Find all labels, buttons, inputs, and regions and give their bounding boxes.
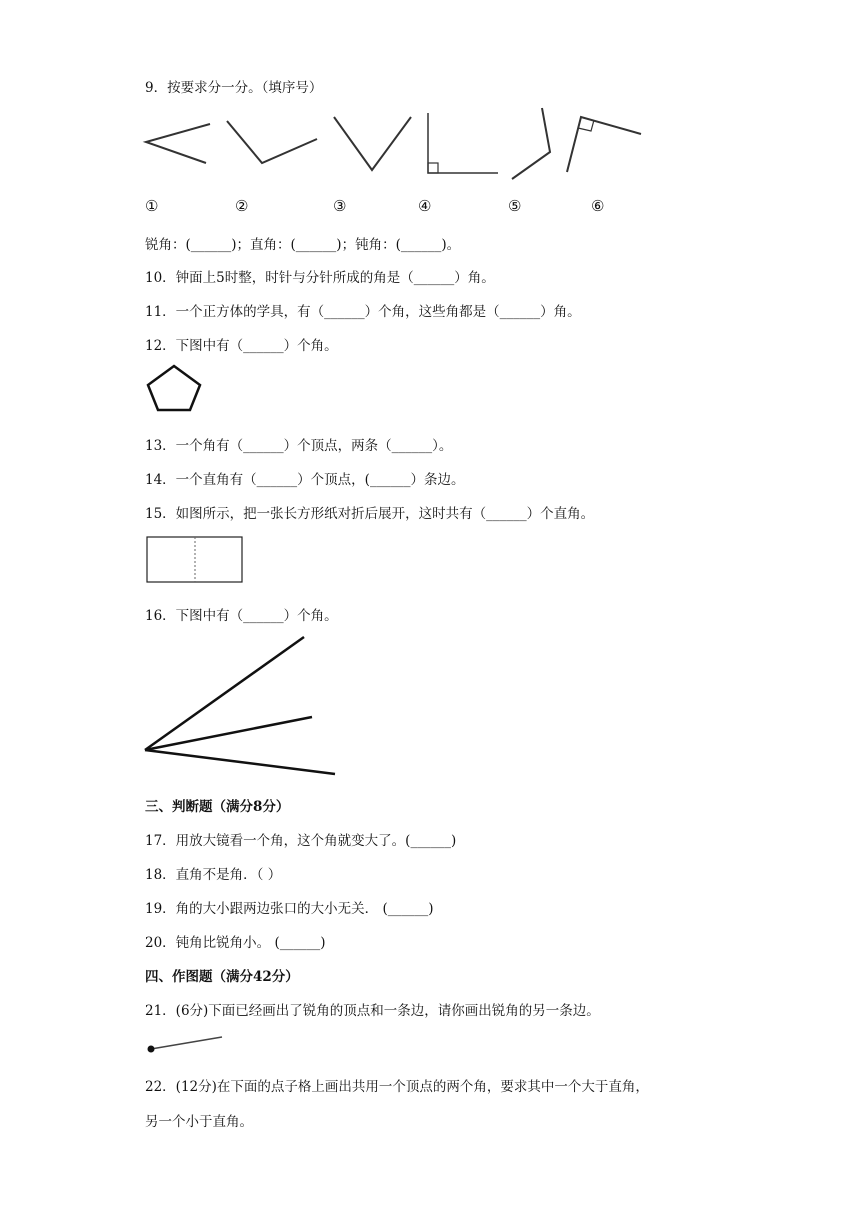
q20-text: 20．钝角比锐角小。 (______) — [145, 935, 326, 951]
label-4: ④ — [418, 197, 432, 215]
q14-text: 14．一个直角有（______）个顶点，(______）条边。 — [145, 472, 465, 488]
q16-text: 16．下图中有（______）个角。 — [145, 608, 338, 624]
section-4-heading: 四、作图题（满分42分） — [145, 969, 299, 985]
q13-text: 13．一个角有（______）个顶点，两条（______）。 — [145, 438, 453, 454]
q9-text: 9．按要求分一分。（填序号） — [145, 80, 323, 96]
label-3: ③ — [333, 197, 347, 215]
section-3-heading: 三、判断题（满分8分） — [145, 799, 290, 815]
q10-text: 10．钟面上5时整，时针与分针所成的角是（______）角。 — [145, 270, 495, 286]
label-5: ⑤ — [508, 197, 522, 215]
q11-text: 11．一个正方体的学具，有（______）个角，这些角都是（______）角。 — [145, 304, 581, 320]
label-1: ① — [145, 197, 159, 215]
q12-text: 12．下图中有（______）个角。 — [145, 338, 338, 354]
q15-text: 15．如图所示，把一张长方形纸对折后展开，这时共有（______）个直角。 — [145, 506, 595, 522]
vertex-dot — [148, 1046, 155, 1053]
q18-text: 18．直角不是角．（ ） — [145, 867, 282, 883]
q17-text: 17．用放大镜看一个角，这个角就变大了。(______) — [145, 833, 457, 849]
given-side — [151, 1037, 222, 1049]
q9-answer-line: 锐角：(______)；直角：(______)；钝角：(______)。 — [145, 237, 461, 253]
q19-text: 19．角的大小跟两边张口的大小无关． (______) — [145, 901, 434, 917]
q22-text-line2: 另一个小于直角。 — [145, 1114, 253, 1130]
q22-text-line1: 22．(12分)在下面的点子格上画出共用一个顶点的两个角，要求其中一个大于直角， — [145, 1079, 649, 1095]
label-6: ⑥ — [591, 197, 605, 215]
label-2: ② — [235, 197, 249, 215]
q21-text: 21．(6分)下面已经画出了锐角的顶点和一条边，请你画出锐角的另一条边。 — [145, 1003, 600, 1019]
